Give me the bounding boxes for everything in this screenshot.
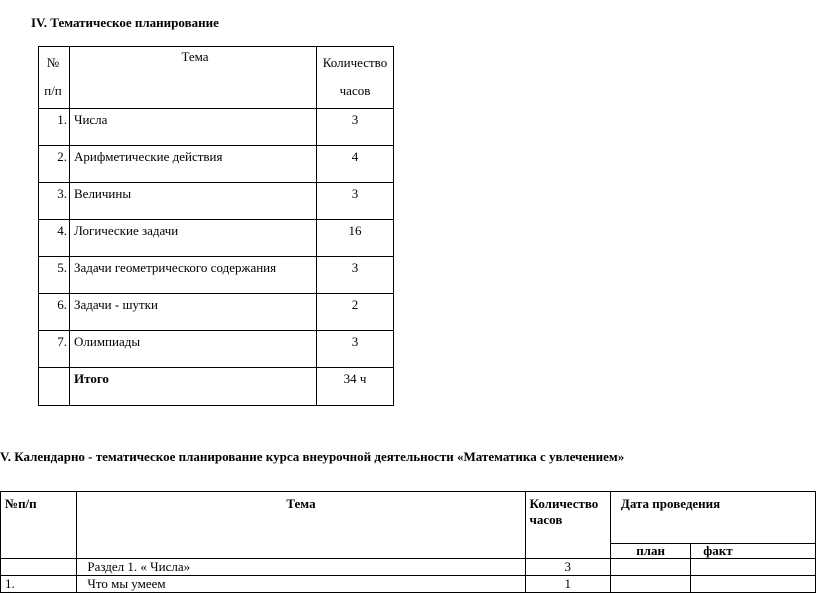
section-5-title: V. Календарно - тематическое планирование курса внеурочной деятельности «Математика с увлечением» <box>0 449 625 464</box>
table-row <box>39 257 394 294</box>
cal-row-num: 1. <box>1 576 77 593</box>
row-topic: Задачи - шутки <box>70 294 317 331</box>
cal-header-date: Дата проведения <box>610 492 815 544</box>
cal-row-topic: Что мы умеем <box>77 576 525 593</box>
header-num-line1: № <box>46 55 60 70</box>
row-topic: Задачи геометрического содержания <box>70 257 317 294</box>
header-hours <box>317 47 394 109</box>
row-num: 2. <box>39 146 70 183</box>
cal-header-num: №п/п <box>1 492 77 559</box>
row-topic: Олимпиады <box>70 331 317 368</box>
table-row <box>39 220 394 257</box>
row-hours: 3 <box>317 109 394 146</box>
calendar-header-row <box>1 492 816 544</box>
row-topic: Арифметические действия <box>70 146 317 183</box>
table-row <box>39 183 394 220</box>
row-hours: 2 <box>317 294 394 331</box>
cal-header-hours-line1: Количество <box>529 496 599 511</box>
header-num <box>39 47 70 109</box>
row-hours: 3 <box>317 257 394 294</box>
row-topic: Величины <box>70 183 317 220</box>
row-num: 6. <box>39 294 70 331</box>
cal-row-num <box>1 559 77 576</box>
cal-header-topic: Тема <box>77 492 525 559</box>
section-4-title: IV. Тематическое планирование <box>31 15 219 30</box>
row-num: 4. <box>39 220 70 257</box>
table-total-row <box>39 368 394 406</box>
cal-row-hours: 1 <box>525 576 610 593</box>
cal-row-plan <box>610 576 690 593</box>
table-row <box>1 576 816 593</box>
row-topic: Логические задачи <box>70 220 317 257</box>
row-topic: Числа <box>70 109 317 146</box>
table-row <box>39 294 394 331</box>
table-row <box>39 109 394 146</box>
cal-header-hours <box>525 492 610 559</box>
cal-header-plan: план <box>610 544 690 559</box>
header-num-line2: п/п <box>44 83 62 98</box>
cal-row-plan <box>610 559 690 576</box>
cal-row-topic: Раздел 1. « Числа» <box>77 559 525 576</box>
cal-row-hours: 3 <box>525 559 610 576</box>
header-hours-line1: Количество <box>322 55 388 70</box>
row-num: 5. <box>39 257 70 294</box>
table-header-row <box>39 47 394 109</box>
total-label: Итого <box>70 368 317 406</box>
table-row <box>39 331 394 368</box>
row-hours: 4 <box>317 146 394 183</box>
header-hours-line2: часов <box>339 83 371 98</box>
row-num: 3. <box>39 183 70 220</box>
row-hours: 3 <box>317 331 394 368</box>
calendar-plan-table <box>0 491 816 593</box>
total-num-cell <box>39 368 70 406</box>
thematic-plan-table <box>38 46 394 406</box>
row-hours: 3 <box>317 183 394 220</box>
cal-header-fact: факт <box>691 544 816 559</box>
row-num: 7. <box>39 331 70 368</box>
cal-header-hours-line2: часов <box>529 512 563 527</box>
table-row <box>39 146 394 183</box>
row-num: 1. <box>39 109 70 146</box>
header-topic: Тема <box>70 47 317 109</box>
cal-row-fact <box>691 576 816 593</box>
table-row <box>1 559 816 576</box>
row-hours: 16 <box>317 220 394 257</box>
total-hours: 34 ч <box>317 368 394 406</box>
cal-row-fact <box>691 559 816 576</box>
